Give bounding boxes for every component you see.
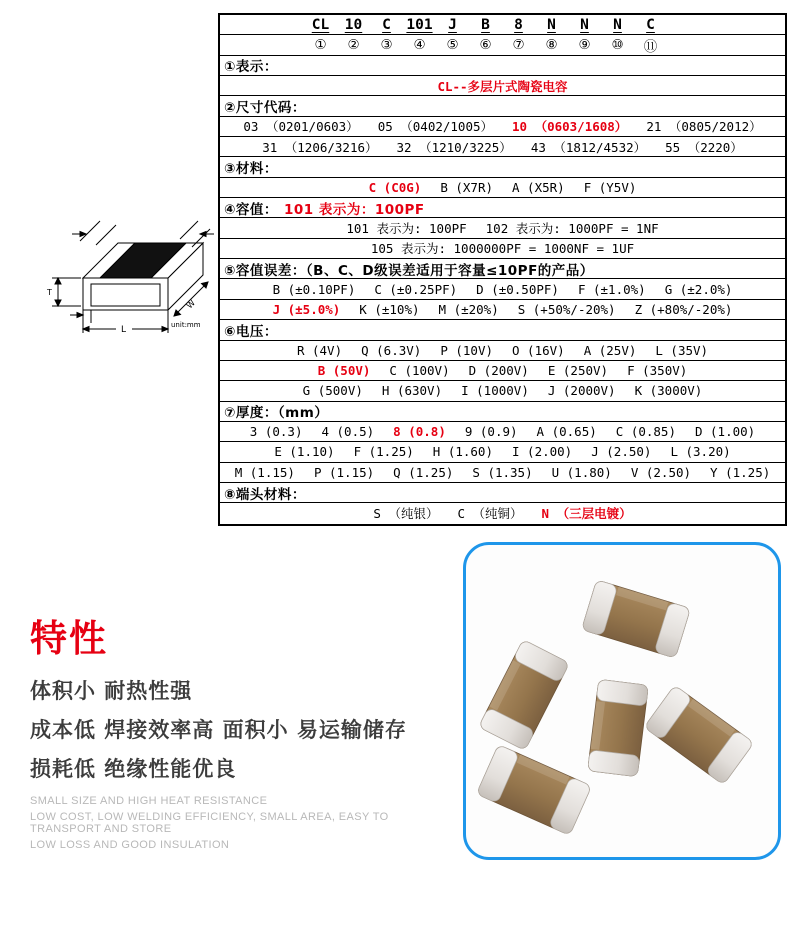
features-title: 特性 [30,617,108,660]
capacitor-chip [479,640,570,751]
spec-text: B (50V) [317,363,371,379]
spec-text: CL--多层片式陶瓷电容 [437,78,568,94]
spec-text: C （纯铜） [457,506,523,522]
spec-text: R (4V) [296,342,343,358]
feature-line-en: LOW LOSS AND GOOD INSULATION [30,839,230,851]
spec-text: ②尺寸代码： [224,100,306,117]
part-code-position: ⑧ [545,37,558,54]
part-number-positions-row [220,35,785,55]
spec-section-header [220,157,785,177]
spec-data-row [220,137,785,157]
spec-text: M (±20%) [438,301,499,317]
feature-line-en: LOW COST, LOW WELDING EFFICIENCY, SMALL AREA, EASY TO TRANSPORT AND STORE [30,811,389,835]
spec-text: G (±2.0%) [664,281,733,297]
spec-text: F (350V) [627,363,688,379]
feature-line: 成本低 焊接效率高 面积小 易运输储存 [30,718,407,742]
diagram-front-inner [91,284,160,306]
spec-text: 10 （0603/1608） [512,119,628,135]
feature-line: 体积小 耐热性强 [30,679,193,703]
spec-text: L (35V) [655,342,709,358]
diagram-label-length: L [121,325,127,335]
spec-data-row [220,381,785,401]
spec-text: F (±1.0%) [577,281,646,297]
spec-text: K (3000V) [634,383,703,399]
spec-text: ④容值： [224,201,278,218]
spec-data-row [220,76,785,96]
features-english [30,795,460,851]
spec-text: 4 (0.5) [321,424,375,440]
spec-section-header [220,402,785,422]
spec-text: 101 表示为: 100PF [346,221,467,237]
part-code-position: ① [314,37,327,54]
spec-text: 21 （0805/2012） [646,119,762,135]
part-code-position: ⑤ [446,37,459,54]
part-code-letter: 10 [344,16,363,33]
diagram-label-thickness: T [47,288,52,297]
spec-text: Z (+80%/-20%) [634,301,733,317]
part-code-letter: CL [311,16,330,33]
spec-text: B (±0.10PF) [272,281,356,297]
spec-text: 8 (0.8) [393,424,446,440]
part-code-letter: B [481,16,490,33]
capacitors-photo [466,545,778,857]
spec-section-header [220,198,785,218]
spec-text: I (2.00) [512,444,573,460]
capacitor-chip [476,745,591,836]
spec-text: F (Y5V) [583,179,637,195]
spec-text: J (2.50) [591,444,652,460]
spec-text: O (16V) [512,342,565,358]
spec-text: A (X5R) [512,179,565,195]
spec-text: P (10V) [440,342,493,358]
spec-text: B (X7R) [440,179,493,195]
part-code-letter: N [547,16,556,33]
spec-text: D (200V) [468,363,529,379]
spec-text: F (1.25) [353,444,414,460]
part-code-letter: N [580,16,589,33]
spec-text: J (2000V) [547,383,616,399]
part-number-spec-table [218,13,787,526]
spec-text: E (250V) [547,363,609,379]
spec-text: 31 （1206/3216） [262,139,378,155]
spec-text: H (1.60) [432,444,493,460]
feature-line-en: SMALL SIZE AND HIGH HEAT RESISTANCE [30,795,268,807]
spec-text: 03 （0201/0603） [243,119,359,135]
spec-text: L (3.20) [670,444,731,460]
spec-text: C (100V) [389,363,450,379]
spec-text: ⑤容值误差：（B、C、D级误差适用于容量≤10PF的产品） [224,262,594,279]
spec-text: N （三层电镀） [541,506,632,522]
spec-text: C (0.85) [615,424,676,440]
spec-text: 9 (0.9) [464,424,518,440]
spec-text: 43 （1812/4532） [530,139,647,155]
diagram-label-width: W [185,298,198,311]
spec-data-row [220,361,785,381]
spec-text: 32 （1210/3225） [396,139,512,155]
spec-text: ①表示： [224,59,278,76]
spec-text: K (±10%) [359,301,420,317]
spec-section-header [220,96,785,116]
spec-data-row [220,341,785,361]
feature-line: 损耗低 绝缘性能优良 [30,757,237,781]
part-code-letter: 8 [514,16,523,33]
capacitor-chip [582,580,691,658]
spec-data-row [220,218,785,238]
spec-text: C (C0G) [368,179,422,195]
spec-text: C (±0.25PF) [374,281,458,297]
spec-text: 102 表示为: 1000PF = 1NF [485,221,659,237]
part-code-position: ③ [380,37,393,54]
capacitor-dimension-diagram [28,203,216,347]
part-code-position: ⑪ [643,39,658,56]
spec-text: 101 表示为：100PF [283,201,425,218]
spec-section-header [220,259,785,279]
spec-section-header [220,320,785,340]
spec-text: 05 （0402/1005） [377,119,493,135]
spec-text: U (1.80) [551,464,612,480]
spec-text: ③材料： [224,161,278,178]
product-photo-frame [463,542,781,860]
spec-data-row [220,503,785,523]
spec-text: Q (1.25) [393,464,454,480]
spec-text: D (±0.50PF) [476,281,559,297]
capacitor-chip [588,679,649,776]
features-section [30,608,460,855]
spec-text: S (+50%/-20%) [517,301,616,317]
spec-text: ⑥电压： [224,323,278,340]
spec-section-header [220,56,785,76]
spec-text: 105 表示为: 1000000PF = 1000NF = 1UF [370,241,635,257]
spec-data-row [220,463,785,483]
spec-text: M (1.15) [234,464,295,480]
part-code-position: ⑩ [611,37,624,54]
spec-text: 3 (0.3) [249,424,303,440]
spec-text: H (630V) [381,383,443,399]
spec-text: I (1000V) [461,383,529,399]
spec-data-row [220,239,785,259]
spec-text: Q (6.3V) [361,342,422,358]
part-code-position: ⑦ [512,37,525,54]
spec-text: G (500V) [302,383,363,399]
spec-text: V (2.50) [630,464,692,480]
part-number-code-row [220,15,785,35]
spec-text: P (1.15) [313,464,375,480]
part-code-letter: C [382,16,391,33]
spec-text: J (±5.0%) [272,301,341,317]
spec-data-row [220,279,785,299]
spec-data-row [220,300,785,320]
spec-data-row [220,422,785,442]
part-code-letter: C [646,16,655,33]
capacitor-chip [644,685,754,785]
part-code-letter: J [448,16,457,33]
spec-text: E (1.10) [274,444,335,460]
spec-data-row [220,442,785,462]
spec-data-row [220,117,785,137]
part-code-letter: 101 [406,16,433,33]
spec-section-header [220,483,785,503]
diagram-unit-label: unit:mm [171,321,201,329]
spec-text: S （纯银） [373,506,439,522]
spec-text: S (1.35) [472,464,533,480]
spec-data-row [220,178,785,198]
spec-text: A (25V) [583,342,637,358]
spec-text: ⑦厚度：（mm） [224,405,329,422]
part-code-letter: N [613,16,622,33]
part-code-position: ④ [413,37,426,54]
part-code-position: ⑥ [479,37,492,54]
spec-text: D (1.00) [694,424,756,440]
spec-text: ⑧端头材料： [224,486,306,503]
spec-text: 55 （2220） [665,139,743,155]
part-code-position: ⑨ [578,37,591,54]
spec-text: A (0.65) [536,424,597,440]
spec-text: Y (1.25) [710,464,771,480]
part-code-position: ② [347,37,360,54]
